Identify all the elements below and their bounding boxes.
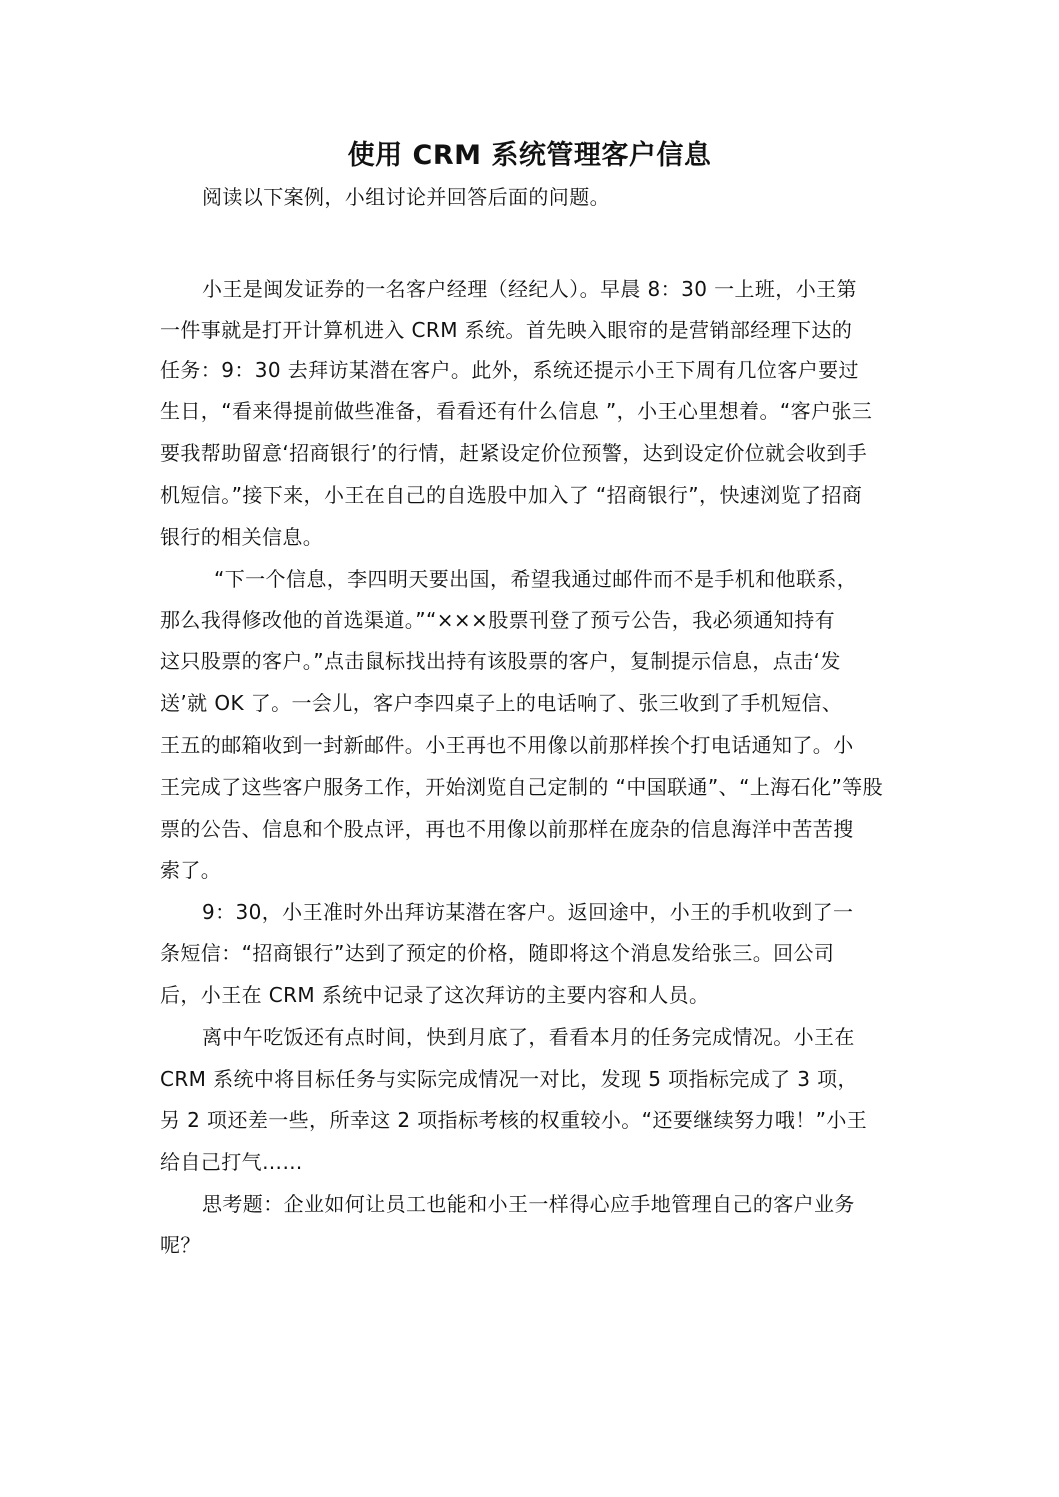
text-line: 任务：9：30 去拜访某潜在客户。此外，系统还提示小王下周有几位客户要过 bbox=[160, 358, 859, 382]
text-line-question: 呢？ bbox=[160, 1233, 201, 1257]
text-line: 离中午吃饭还有点时间，快到月底了，看看本月的任务完成情况。小王在 bbox=[202, 1025, 855, 1049]
text-line: 王完成了这些客户服务工作，开始浏览自己定制的 “中国联通”、“上海石化”等股 bbox=[160, 775, 884, 799]
text-line: 小王是闽发证券的一名客户经理（经纪人）。早晨 8：30 一上班，小王第 bbox=[202, 277, 857, 301]
text-line: 送’就 OK 了。一会儿，客户李四桌子上的电话响了、张三收到了手机短信、 bbox=[160, 691, 843, 715]
text-line: 一件事就是打开计算机进入 CRM 系统。首先映入眼帘的是营销部经理下达的 bbox=[160, 318, 853, 342]
text-line: 银行的相关信息。 bbox=[160, 525, 324, 549]
text-line: 后，小王在 CRM 系统中记录了这次拜访的主要内容和人员。 bbox=[160, 983, 710, 1007]
text-line: 给自己打气…… bbox=[160, 1150, 303, 1174]
text-line: CRM 系统中将目标任务与实际完成情况一对比，发现 5 项指标完成了 3 项， bbox=[160, 1067, 858, 1091]
text-line: 条短信：“招商银行”达到了预定的价格，随即将这个消息发给张三。回公司 bbox=[160, 941, 835, 965]
text-line: 生日，“看来得提前做些准备，看看还有什么信息 ”，小王心里想着。“客户张三 bbox=[160, 399, 873, 423]
text-line: 另 2 项还差一些，所幸这 2 项指标考核的权重较小。“还要继续努力哦！”小王 bbox=[160, 1108, 868, 1132]
document-title: 使用 CRM 系统管理客户信息 bbox=[347, 140, 712, 171]
text-line: “下一个信息，李四明天要出国，希望我通过邮件而不是手机和他联系， bbox=[214, 567, 858, 591]
text-line: 票的公告、信息和个股点评，再也不用像以前那样在庞杂的信息海洋中苦苦搜 bbox=[160, 817, 854, 841]
text-line-intro: 阅读以下案例，小组讨论并回答后面的问题。 bbox=[202, 185, 610, 209]
text-line: 那么我得修改他的首选渠道。”“×××股票刊登了预亏公告，我必须通知持有 bbox=[160, 608, 835, 632]
text-line: 要我帮助留意‘招商银行’的行情，赶紧设定价位预警，达到设定价位就会收到手 bbox=[160, 441, 868, 465]
text-line-question: 思考题：企业如何让员工也能和小王一样得心应手地管理自己的客户业务 bbox=[202, 1192, 855, 1216]
text-line: 机短信。”接下来，小王在自己的自选股中加入了 “招商银行”，快速浏览了招商 bbox=[160, 483, 863, 507]
text-line: 9：30，小王准时外出拜访某潜在客户。返回途中，小王的手机收到了一 bbox=[202, 900, 854, 924]
text-line: 这只股票的客户。”点击鼠标找出持有该股票的客户，复制提示信息，点击‘发 bbox=[160, 649, 841, 673]
text-line: 王五的邮箱收到一封新邮件。小王再也不用像以前那样挨个打电话通知了。小 bbox=[160, 733, 854, 757]
text-line: 索了。 bbox=[160, 858, 222, 882]
